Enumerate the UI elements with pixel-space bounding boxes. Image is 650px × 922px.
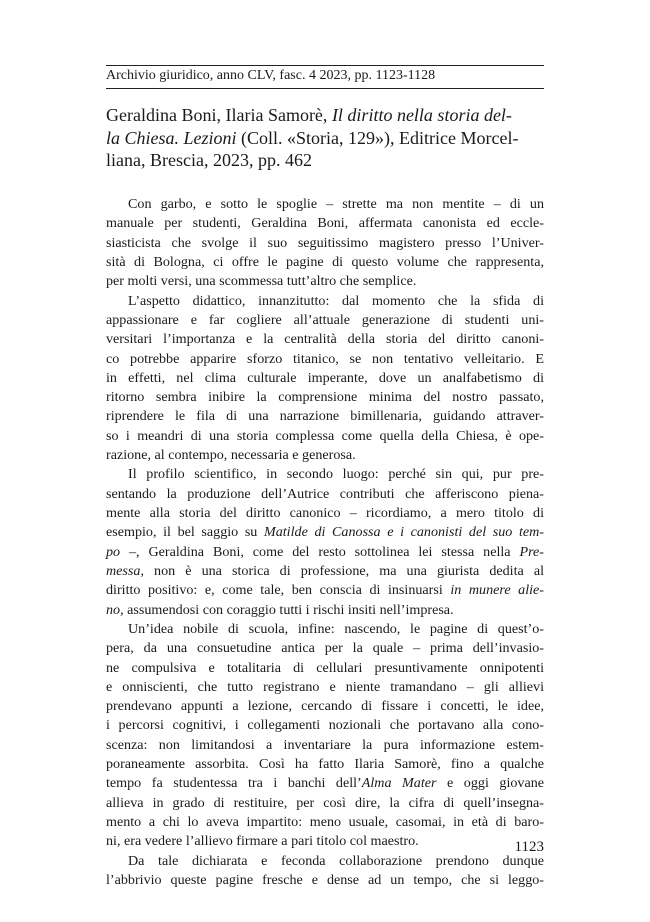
body-text-segment: sentando la produzione dell’Autrice contributi che afferiscono piena- bbox=[106, 485, 544, 502]
italic-text: messa bbox=[106, 562, 141, 579]
body-line bbox=[106, 832, 544, 851]
body-text-segment: L’aspetto didattico, innanzitutto: dal momento che la sfida di bbox=[128, 292, 544, 309]
body-line bbox=[106, 755, 544, 774]
book-title-line bbox=[106, 127, 544, 150]
paragraph-first-line bbox=[106, 292, 544, 311]
body-text-segment: –, Geraldina Boni, come del resto sottolinea lei stessa nella bbox=[120, 543, 520, 560]
body-line bbox=[106, 311, 544, 330]
book-title-text: (Coll. «Storia, 129»), Editrice Morcel- bbox=[236, 127, 519, 148]
body-line bbox=[106, 407, 544, 426]
body-text-segment: Il profilo scientifico, in secondo luogo: perché sin qui, pur pre- bbox=[128, 466, 544, 483]
paragraph-first-line bbox=[106, 852, 544, 871]
italic-text: Alma Mater bbox=[361, 775, 437, 792]
body-text-segment: Da tale dichiarata e feconda collaborazione prendono dunque bbox=[128, 852, 544, 869]
book-title-text: Geraldina Boni, Ilaria Samorè, bbox=[106, 105, 332, 125]
body-line bbox=[106, 485, 544, 504]
body-text-segment: Con garbo, e sotto le spoglie – strette ma non mentite – di un bbox=[128, 196, 544, 212]
body-text-segment: ne compulsiva e totalitaria di cellulari presuntivamente onnipotenti bbox=[106, 659, 544, 676]
body-line bbox=[106, 330, 544, 349]
body-line bbox=[106, 601, 544, 620]
body-text-segment: allieva in grado di restituire, per così dire, la cifra di quell’insegna- bbox=[106, 794, 544, 811]
italic-text: Matilde di Canossa e i canonisti del suo tem- bbox=[263, 524, 544, 541]
book-title bbox=[106, 104, 544, 172]
paragraph-first-line bbox=[106, 195, 544, 214]
body-line bbox=[106, 350, 544, 369]
body-line bbox=[106, 272, 544, 291]
body-text-segment: mente alla storia del diritto canonico – ricordiamo, a mero titolo di bbox=[106, 505, 544, 521]
body-text-segment: riprendere le fila di una narrazione bimillenaria, guidando attraver- bbox=[106, 408, 544, 425]
italic-text: no bbox=[106, 601, 121, 618]
body-line bbox=[106, 678, 544, 697]
body-line bbox=[106, 523, 544, 542]
body-text-segment: ni, era vedere l’allievo firmare a pari titolo col maestro. bbox=[106, 833, 419, 850]
body-text-segment: l’abbrivio queste pagine fresche e dense ad un tempo, che si leggo- bbox=[106, 871, 544, 888]
paragraph-first-line bbox=[106, 465, 544, 484]
body-line bbox=[106, 736, 544, 755]
body-text-segment: poraneamente assorbita. Così ha fatto Ilaria Samorè, fino a qualche bbox=[106, 756, 544, 773]
body-line bbox=[106, 562, 544, 581]
body-line bbox=[106, 871, 544, 890]
review-body bbox=[106, 195, 544, 890]
body-text-segment: pera, da una consuetudine antica per la quale – prima dell’invasio- bbox=[106, 640, 544, 657]
body-line bbox=[106, 794, 544, 813]
body-text-segment: razione, al contempo, necessaria e generosa. bbox=[106, 447, 356, 464]
book-title-text: liana, Brescia, 2023, pp. 462 bbox=[106, 150, 312, 170]
body-text-segment: prendevano appunti a lezione, cercando di fissare i concetti, le idee, bbox=[106, 698, 544, 715]
body-text-segment: diritto positivo: e, come tale, ben conscia di insinuarsi bbox=[106, 582, 451, 599]
body-line bbox=[106, 234, 544, 253]
body-text-segment: in effetti, nel clima culturale imperante, dove un analfabetismo di bbox=[106, 369, 544, 386]
body-text-segment: i percorsi cognitivi, i collegamenti nozionali che portavano alla cono- bbox=[106, 717, 544, 734]
body-line bbox=[106, 774, 544, 793]
body-line bbox=[106, 253, 544, 272]
body-line bbox=[106, 446, 544, 465]
body-text-segment: so i meandri di una storia complessa come quella della Chiesa, è ope- bbox=[106, 427, 544, 444]
italic-text: in munere alie- bbox=[450, 582, 544, 599]
body-text-segment: sità di Bologna, ci offre le pagine di questo volume che rappresenta, bbox=[106, 253, 544, 270]
italic-text: Pre- bbox=[519, 543, 544, 560]
body-text-segment: Un’idea nobile di scuola, infine: nascendo, le pagine di quest’o- bbox=[128, 620, 544, 637]
body-text-segment: e oggi giovane bbox=[436, 775, 545, 792]
body-line bbox=[106, 697, 544, 716]
body-line bbox=[106, 543, 544, 562]
page-number: 1123 bbox=[514, 839, 544, 855]
body-text-segment: versitari l’importanza e la centralità della storia del diritto canoni- bbox=[106, 331, 544, 348]
body-text-segment: scenza: non limitandosi a inventariare la pura informazione estem- bbox=[106, 736, 544, 753]
body-text-segment: co potrebbe apparire sforzo titanico, se non tentativo velleitario. E bbox=[106, 350, 544, 367]
body-line bbox=[106, 813, 544, 832]
book-title-italic-text: Il diritto nella storia del- bbox=[331, 105, 512, 125]
body-text-segment: ritorno sembra inibire la comprensione minima del nostro passato, bbox=[106, 389, 544, 406]
body-line bbox=[106, 716, 544, 735]
header-rule-top bbox=[106, 65, 544, 66]
body-text-segment: esempio, il bel saggio su bbox=[106, 524, 264, 541]
book-title-line bbox=[106, 104, 544, 127]
paragraph-first-line bbox=[106, 620, 544, 639]
body-line bbox=[106, 214, 544, 233]
body-line bbox=[106, 659, 544, 678]
body-text-segment: , non è una storica di professione, ma una giurista dedita al bbox=[140, 562, 544, 579]
running-header: Archivio giuridico, anno CLV, fasc. 4 2023, pp. 1123-1128 bbox=[106, 68, 436, 83]
body-text-segment: mento a chi lo aveva impartito: meno usuale, casomai, in età di baro- bbox=[106, 814, 544, 830]
body-text-segment: e onniscienti, che tutto registrano e niente tramandano – gli allievi bbox=[106, 678, 544, 695]
body-line bbox=[106, 427, 544, 446]
body-text-segment: per molti versi, una scommessa tutt’altro che semplice. bbox=[106, 273, 417, 290]
body-text-segment: siasticista che svolge il suo seguitissimo magistero presso l’Univer- bbox=[106, 234, 544, 251]
italic-text: po bbox=[106, 543, 121, 560]
body-text-segment: manuale per studenti, Geraldina Boni, affermata canonista ed eccle- bbox=[106, 215, 544, 232]
body-text-segment: tempo fa studentessa tra i banchi dell’ bbox=[106, 775, 362, 792]
body-line bbox=[106, 369, 544, 388]
book-title-italic-text: la Chiesa. Lezioni bbox=[106, 127, 237, 148]
body-line bbox=[106, 388, 544, 407]
body-text-segment: appassionare e far cogliere all’attuale generazione di studenti uni- bbox=[106, 311, 544, 328]
book-title-line bbox=[106, 149, 544, 172]
body-line bbox=[106, 581, 544, 600]
header-rule-bottom bbox=[106, 88, 544, 89]
body-line bbox=[106, 504, 544, 523]
journal-page bbox=[106, 0, 544, 922]
body-text-segment: , assumendosi con coraggio tutti i rischi insiti nell’impresa. bbox=[120, 601, 454, 618]
body-line bbox=[106, 639, 544, 658]
